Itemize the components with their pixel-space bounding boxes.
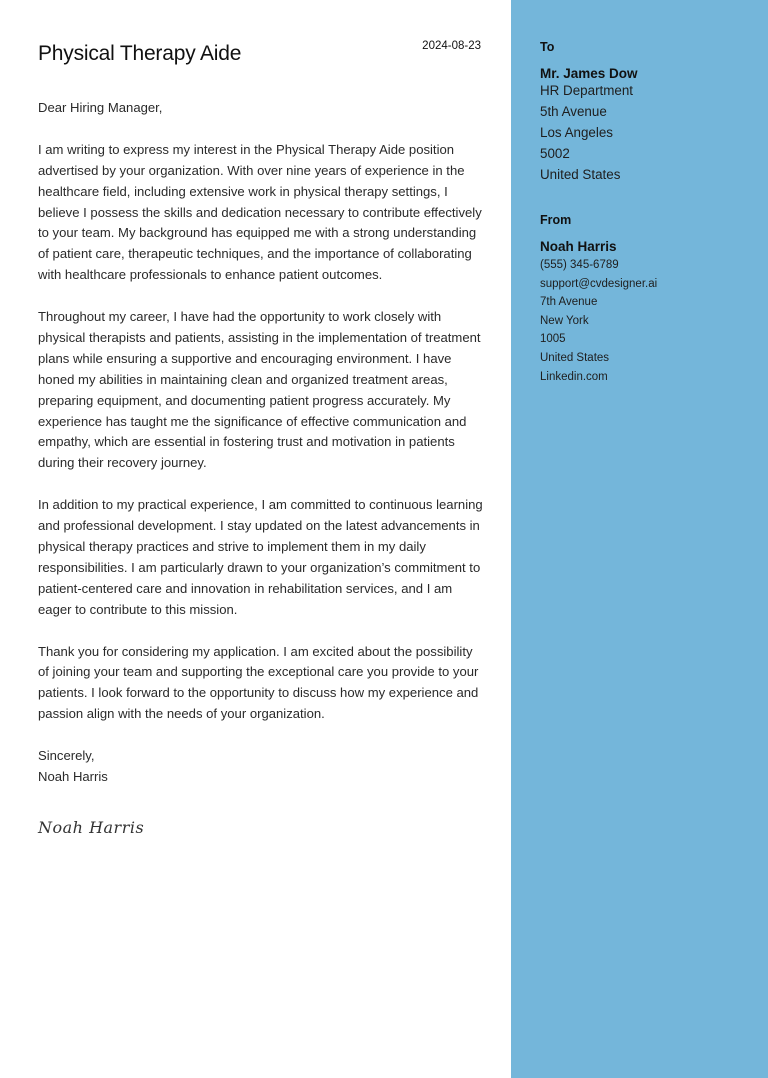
paragraph-3: In addition to my practical experience, I am committed to continuous learning and professional development. I stay updated on the latest advancements in physical therapy practices and strive to implement them in my daily responsibilities. I am particularly drawn to your organization’s commitment to patient-centered care and innovation in rehabilitation services, and I am eager to contribute to this mission. [38, 497, 483, 617]
closing: Sincerely, [38, 748, 95, 764]
sender-name: Noah Harris [540, 239, 617, 254]
handwritten-signature: Noah Harris [38, 818, 145, 837]
paragraph-2: Throughout my career, I have had the opportunity to work closely with physical therapists and patients, assisting in the implementation of treatment plans while ensuring a supportive and encouraging environment. I have honed my abilities in maintaining clean and organized treatment areas, preparing equipment, and documenting patient progress accurately. My experience has taught me the significance of effective communication and empathy, which are essential in fostering trust and motivation in patients during their recovery journey. [38, 309, 481, 471]
recipient-line: 5th Avenue [540, 103, 607, 119]
from-label: From [540, 213, 572, 227]
recipient-name: Mr. James Dow [540, 66, 638, 81]
to-label: To [540, 40, 555, 54]
sender-postcode: 1005 [540, 333, 566, 346]
document-title: Physical Therapy Aide [38, 42, 242, 65]
sender-city: New York [540, 314, 589, 327]
recipient-block [540, 40, 760, 186]
letter-date: 2024-08-23 [422, 40, 481, 52]
recipient-line: 5002 [540, 145, 570, 161]
sender-linkedin: Linkedin.com [540, 370, 608, 383]
recipient-line: United States [540, 166, 621, 182]
paragraph-1: I am writing to express my interest in the Physical Therapy Aide position advertised by your organization. With over nine years of experience in the healthcare field, including extensive work in physical therapy settings, I believe I possess the skills and dedication necessary to contribute effectively to your team. My background has equipped me with a strong understanding of patient care, therapeutic techniques, and the importance of collaborating with healthcare professionals to enhance patient outcomes. [38, 141, 482, 283]
greeting: Dear Hiring Manager, [38, 100, 163, 115]
recipient-line: HR Department [540, 83, 634, 98]
sender-country: United States [540, 351, 610, 364]
letter-body [38, 98, 484, 788]
sender-phone: (555) 345-6789 [540, 259, 619, 271]
closing-name: Noah Harris [38, 768, 108, 784]
paragraph-4: Thank you for considering my application. I am excited about the possibility of joining your team and supporting the exceptional care you provide to your patients. I look forward to the opportunity to discuss how my experience and passion align with the needs of your organization. [38, 643, 479, 722]
recipient-line: Los Angeles [540, 124, 613, 140]
sender-block [540, 213, 760, 386]
sender-email: support@cvdesigner.ai [540, 277, 658, 290]
sender-street: 7th Avenue [540, 296, 598, 309]
